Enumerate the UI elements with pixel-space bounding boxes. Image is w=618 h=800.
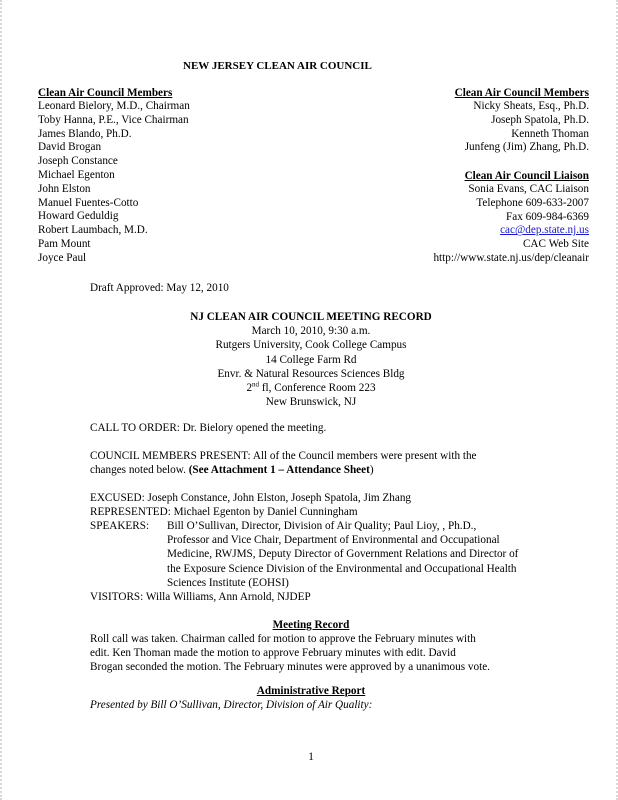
member-name: John Elston [38,182,91,195]
draft-approved: Draft Approved: May 12, 2010 [90,282,229,294]
member-name: Kenneth Thoman [511,127,589,140]
left-members-heading: Clean Air Council Members [38,87,173,99]
member-name: Pam Mount [38,237,91,250]
liaison-fax: Fax 609-984-6369 [506,210,589,223]
admin-report-presenter: Presented by Bill O’Sullivan, Director, Division of Air Quality: [90,699,373,711]
web-site-label: CAC Web Site [522,238,589,251]
meeting-building: Envr. & Natural Resources Sciences Bldg [217,367,405,380]
member-name: Junfeng (Jim) Zhang, Ph.D. [464,141,589,154]
member-name: James Blando, Ph.D. [38,127,132,140]
meeting-record-body: Roll call was taken. Chairman called for motion to approve the February minutes with edit. Ken Thoman made the motion to approve February minutes with edit. David Brogan seconded the motion. The February minutes were approved by a unanimous vote. [90,633,490,674]
meeting-date: March 10, 2010, 9:30 a.m. [251,325,371,338]
page-number: 1 [308,751,314,763]
meeting-title: NJ CLEAN AIR COUNCIL MEETING RECORD [190,311,432,323]
liaison-heading: Clean Air Council Liaison [464,170,589,182]
right-members-heading: Clean Air Council Members [454,87,589,99]
meeting-city: New Brunswick, NJ [265,396,357,409]
member-name: Joyce Paul [38,251,87,264]
member-name: Howard Geduldig [38,210,119,223]
speakers-label: SPEAKERS: [90,520,150,532]
document-title: NEW JERSEY CLEAN AIR COUNCIL [183,60,372,72]
liaison-telephone: Telephone 609-633-2007 [476,196,589,209]
meeting-campus: Rutgers University, Cook College Campus [215,339,407,352]
meeting-street: 14 College Farm Rd [265,353,357,366]
member-name: Leonard Bielory, M.D., Chairman [38,100,190,112]
member-name: Joseph Spatola, Ph.D. [491,113,589,126]
admin-report-heading: Administrative Report [256,685,366,697]
members-present: COUNCIL MEMBERS PRESENT: All of the Council members were present with the changes noted below. (See Attachment 1 – Attendance Sheet) [90,450,477,477]
liaison-name: Sonia Evans, CAC Liaison [468,183,589,195]
speakers-list: Bill O’Sullivan, Director, Division of Air Quality; Paul Lioy, , Ph.D., Professor and Vice Chair, Department of Environmental and Occupational Medicine, RWJMS, Deputy Director of Government Relations and Director of the Exposure Science Division of the Environmental and Occupational Health Sciences Institute (EOHSI) [167,520,519,589]
member-name: Toby Hanna, P.E., Vice Chairman [38,113,189,126]
member-name: Manuel Fuentes-Cotto [38,196,139,209]
member-name: Michael Egenton [38,168,115,181]
represented-line: REPRESENTED: Michael Egenton by Daniel Cunningham [90,506,358,518]
member-name: David Brogan [38,141,102,154]
member-name: Nicky Sheats, Esq., Ph.D. [473,100,589,112]
call-to-order: CALL TO ORDER: Dr. Bielory opened the meeting. [90,422,327,434]
member-name: Robert Laumbach, M.D. [38,224,148,237]
meeting-record-heading: Meeting Record [272,619,350,631]
liaison-email-link[interactable]: cac@dep.state.nj.us [500,224,589,237]
visitors-line: VISITORS: Willa Williams, Ann Arnold, NJDEP [90,591,311,603]
meeting-header [2,310,618,409]
excused-line: EXCUSED: Joseph Constance, John Elston, Joseph Spatola, Jim Zhang [90,492,412,504]
right-members-list [465,100,589,155]
liaison-block [433,183,589,266]
member-name: Joseph Constance [38,155,118,168]
left-members-list [38,100,190,266]
web-site-url: http://www.state.nj.us/dep/cleanair [433,251,589,264]
meeting-floor: 2nd fl, Conference Room 223 [246,380,376,395]
